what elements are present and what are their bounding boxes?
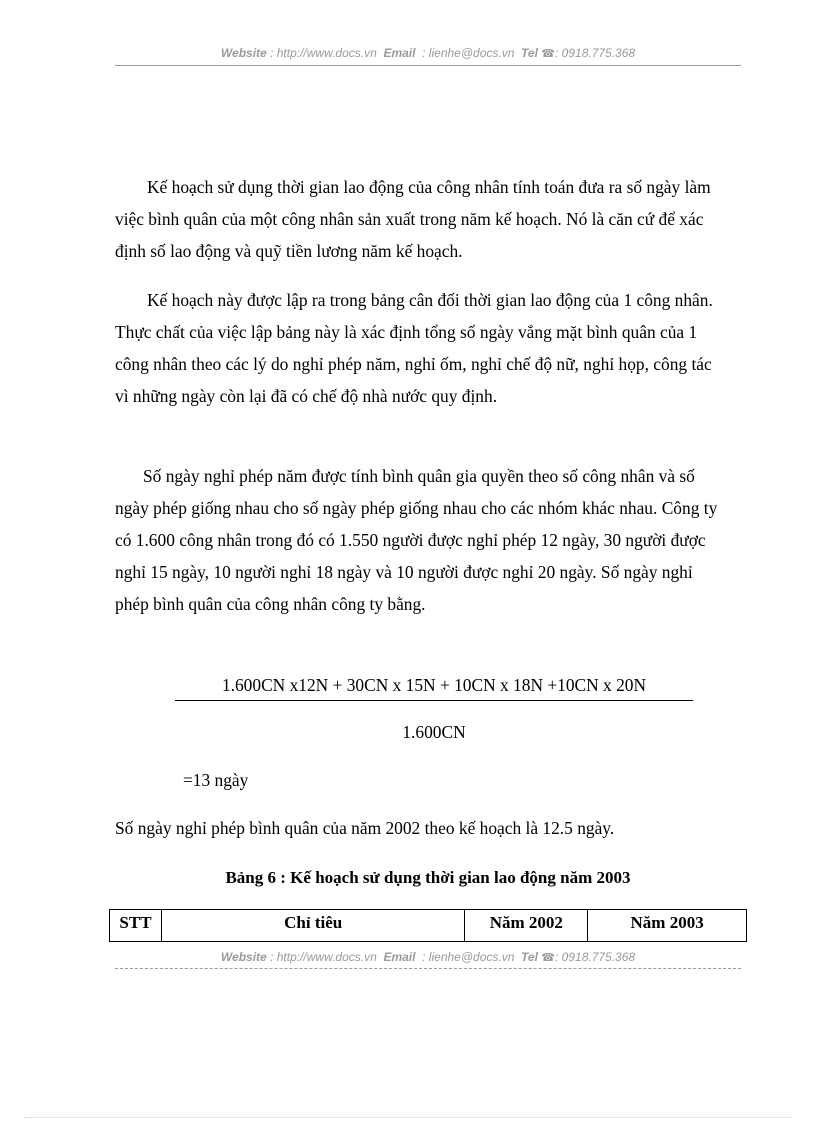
- plan-table: [109, 909, 747, 942]
- col-header-chi-tieu: Chỉ tiêu: [161, 910, 464, 942]
- footer-email-value: : lienhe@docs.vn: [422, 950, 515, 964]
- footer-phone-icon: ☎: [541, 952, 555, 964]
- page-header: [115, 45, 741, 66]
- paragraph-3: Số ngày nghỉ phép năm được tính bình quân gia quyền theo số công nhân và số ngày phép giống nhau cho số ngày phép giống nhau cho các nhóm khác nhau. Công ty có 1.600 công nhân trong đó có 1.550 người được nghỉ phép 12 ngày, 30 người được nghỉ 15 ngày, 10 người nghỉ 18 ngày và 10 người được nghỉ 20 ngày. Số ngày nghỉ phép bình quân của công nhân công ty bằng.: [115, 466, 718, 614]
- page-edge-divider: [24, 1117, 792, 1118]
- formula-numerator: 1.600CN x12N + 30CN x 15N + 10CN x 18N +10CN x 20N: [221, 675, 647, 695]
- table-header-row: [110, 910, 747, 942]
- footer-email-label: Email: [383, 950, 416, 964]
- tel-value: : 0918.775.368: [555, 46, 636, 60]
- col-header-2002: Năm 2002: [465, 910, 588, 942]
- footer-tel-value: : 0918.775.368: [555, 950, 636, 964]
- summary-text: Số ngày nghỉ phép bình quân của năm 2002 theo kế hoạch là 12.5 ngày.: [115, 818, 615, 838]
- col-header-stt: STT: [110, 910, 162, 942]
- email-value: : lienhe@docs.vn: [422, 46, 515, 60]
- phone-icon: ☎: [541, 48, 555, 60]
- website-value: : http://www.docs.vn: [270, 46, 377, 60]
- website-label: Website: [220, 46, 267, 60]
- footer-website-label: Website: [220, 950, 267, 964]
- footer-website-value: : http://www.docs.vn: [270, 950, 377, 964]
- email-label: Email: [383, 46, 416, 60]
- col-header-2003: Năm 2003: [588, 910, 747, 942]
- fraction-line: [175, 700, 693, 701]
- formula-denominator: 1.600CN: [402, 722, 466, 742]
- paragraph-1: Kế hoạch sử dụng thời gian lao động của công nhân tính toán đưa ra số ngày làm việc bình quân của một công nhân sản xuất trong năm kế hoạch. Nó là căn cứ để xác định số lao động và quỹ tiền lương năm kế hoạch.: [115, 177, 711, 261]
- footer-tel-label: Tel: [521, 950, 538, 964]
- page-footer: [115, 949, 741, 969]
- table-title: Bảng 6 : Kế hoạch sử dụng thời gian lao động năm 2003: [225, 868, 631, 887]
- paragraph-2: Kế hoạch này được lập ra trong bảng cân đối thời gian lao động của 1 công nhân. Thực chất của việc lập bảng này là xác định tổng số ngày vắng mặt bình quân của 1 công nhân theo các lý do nghỉ phép năm, nghỉ ốm, nghỉ chế độ nữ, nghỉ họp, công tác vì những ngày còn lại đã có chế độ nhà nước quy định.: [115, 290, 713, 406]
- tel-label: Tel: [521, 46, 538, 60]
- formula-result: =13 ngày: [183, 770, 249, 790]
